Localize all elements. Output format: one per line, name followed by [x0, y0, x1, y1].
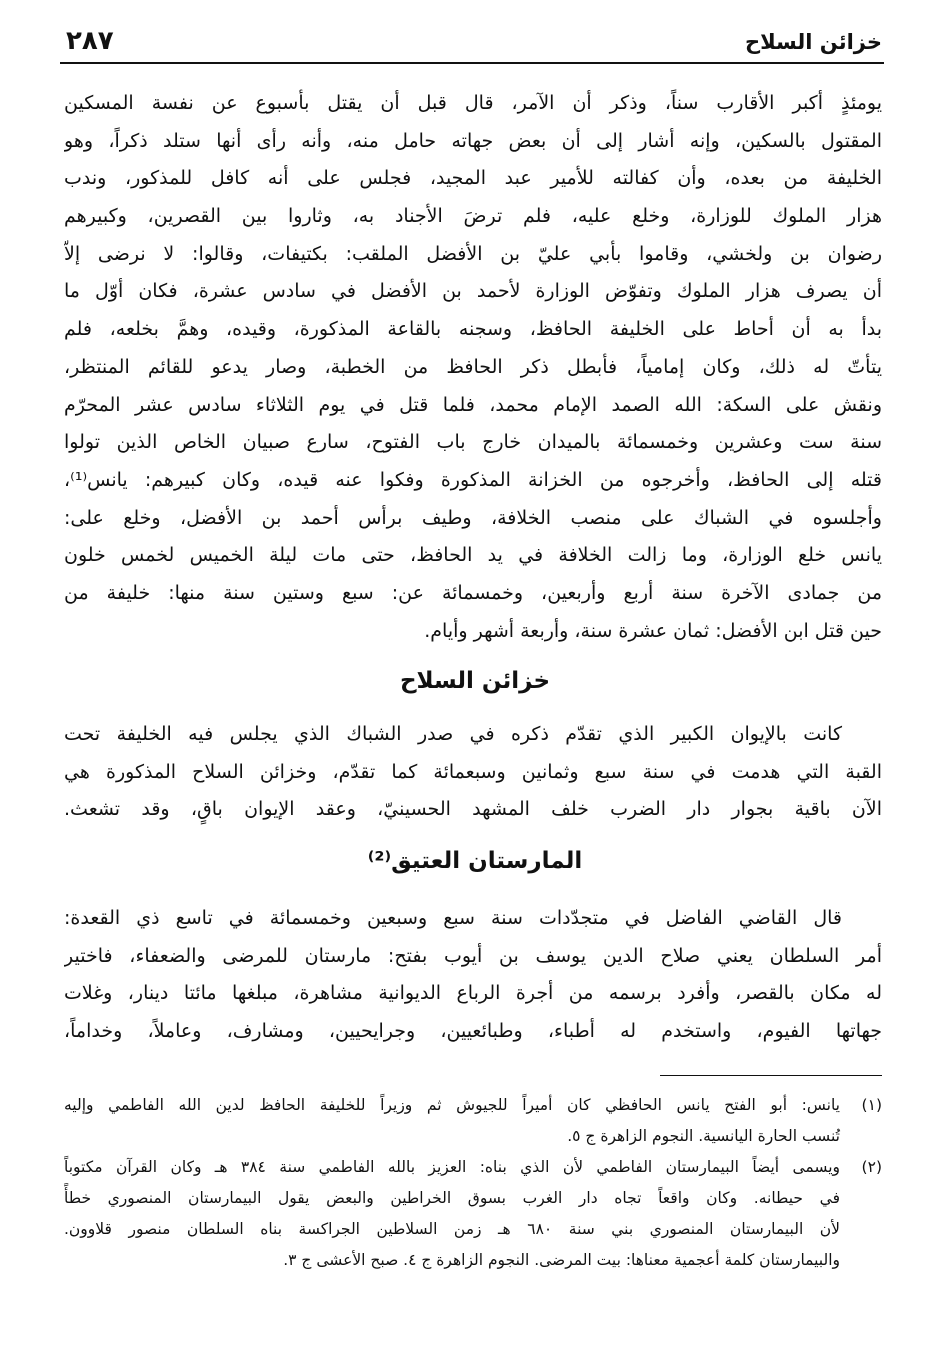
footnotes: [64, 1090, 882, 1276]
section3-text: [64, 900, 882, 1051]
text-line: القبة التي هدمت في سنة سبع وثمانين وسبعمائة كما تقدّم، وخزائن السلاح المذكورة هي: [64, 760, 882, 783]
text-line: أمر السلطان يعني صلاح الدين يوسف بن أيوب بفتح: مارستان للمرضى والضعفاء، فاختير: [64, 944, 882, 967]
page-number: ٢٨٧: [66, 26, 114, 56]
footnote-1: [64, 1090, 882, 1121]
text-line: سنة ست وعشرين وخمسمائة بالميدان خارج باب الفتوح، سارع صبيان الخاص الذين تولوا: [64, 431, 882, 454]
footnote-text: يانس: أبو الفتح يانس الحافظي كان أميراً للجيوش ثم وزيراً للخليفة الحافظ لدين الله الفاطمي وإليه: [64, 1096, 840, 1114]
footnote-text: ويسمى أيضاً البيمارستان الفاطمي لأن الذي بناه: العزيز بالله الفاطمي سنة ٣٨٤ هـ وكان القرآن مكتوباً: [64, 1158, 840, 1176]
text-line: المقتول بالسكين، وإنه أشار إلى أن بعض جهاته حامل منه، وأنه رأى أنها ستلد ذكراً، وهو: [64, 129, 882, 152]
text-line: قتله إلى الحافظ، وأخرجوه من الخزانة المذكورة وفكوا عنه قيده، وكان كبيرهم: يانس⁽¹⁾،: [64, 468, 882, 491]
section2-text: [64, 716, 882, 829]
footnote-marker: (٢): [861, 1158, 882, 1176]
text-line: أن يصرف هزار الملوك وتفوّض الوزارة لأحمد بن الأفضل في سادس عشرة، فكان أوّل ما: [64, 280, 882, 303]
text-line: جهاتها الفيوم، واستخدم له أطباء، وطبائعيين، وجرايحيين، ومشارف، وعاملاً، وخداماً،: [64, 1020, 882, 1043]
text-line: كانت بالإيوان الكبير الذي تقدّم ذكره في صدر الشباك الذي يجلس فيه الخليفة تحت: [64, 723, 842, 745]
section1-text: [64, 85, 882, 650]
text-line: حين قتل ابن الأفضل: ثمان عشرة سنة، وأربعة أشهر وأيام.: [424, 619, 882, 642]
text-line: رضوان بن ولخشي، وقاموا بأبي عليّ بن الأفضل الملقب: بكتيفات، وقالوا: لا نرضى إلاّ: [64, 242, 882, 265]
text-line: وأجلسوه في الشباك على منصب الخلافة، وطيف برأس أحمد بن الأفضل، وخلع على:: [64, 506, 882, 529]
footnote-line: والبيمارستان كلمة أعجمية معناها: بيت المرضى. النجوم الزاهرة ج ٤. صبح الأعشى ج ٣.: [283, 1251, 840, 1269]
text-line: الآن باقية بجوار دار الضرب خلف المشهد الحسينيّ، وعقد الإيوان باقٍ، وقد تشعث.: [64, 798, 882, 821]
section-heading-old-hospital: المارستان العتيق⁽²⁾: [367, 848, 583, 874]
footnote-rule: [660, 1075, 882, 1076]
footnote-2: [64, 1152, 882, 1183]
text-line: يومئذٍ أكبر الأقارب سناً، وذكر أن الآمر، قال قبل أن يقتل بأسبوع عن نفسة المسكين: [64, 92, 882, 114]
text-line: قال القاضي الفاضل في متجدّدات سنة سبع وسبعين وخمسمائة في تاسع ذي القعدة:: [64, 907, 842, 929]
header-rule: [60, 62, 884, 64]
section-heading-weapons-stores: خزائن السلاح: [399, 668, 551, 694]
text-line: من جمادى الآخرة سنة أربع وأربعين، وخمسمائة عن: سبع وستين سنة منها: خليفة من: [64, 581, 882, 604]
text-line: الخليفة من بعده، وأن كفالته للأمير عبد المجيد، فجلس على أنه كافل للمذكور، وندب: [64, 167, 882, 190]
running-title: خزائن السلاح: [744, 30, 882, 54]
text-line: هزار الملوك للوزارة، وخلع عليه، فلم ترضَ الأجناد به، وثاروا بين القصرين، وكبيرهم: [64, 205, 882, 228]
footnote-marker: (١): [861, 1096, 882, 1114]
text-line: له مكان بالقصر، وأفرد برسمه من أجرة الرباع الديوانية مشاهرة، مبلغها مائتا دينار، وغلات: [64, 982, 882, 1005]
text-line: ونقش على السكة: الله الصمد الإمام محمد، فلما قتل في يوم الثلاثاء سادس عشر المحرّم: [64, 393, 882, 416]
footnote-line: في حيطانه. وكان واقعاً تجاه دار الغرب بسوق الخراطين والبعض يقول البيمارستان المنصوري خطأً: [64, 1189, 840, 1207]
text-line: يتأتّ له ذلك، وكان إمامياً، فأبطل ذكر الحافظ من الخطبة، وصار يدعو للقائم المنتظر،: [64, 355, 882, 378]
footnote-line: لأن البيمارستان المنصوري بني سنة ٦٨٠ هـ زمن السلاطين الجراكسة بناه السلطان منصور قلاوون.: [64, 1220, 840, 1238]
text-line: بدأ به أن أحاط على الخليفة الحافظ، وسجنه بالقاعة المذكورة، وقيده، وهمَّ بخلعه، فلم: [64, 318, 882, 341]
footnote-line: تُنسب الحارة اليانسية. النجوم الزاهرة ج ٥.: [567, 1127, 840, 1145]
text-line: يانس خلع الوزارة، وما زالت الخلافة في يد الحافظ، حتى مات ليلة الخميس لخمس خلون: [64, 544, 882, 567]
